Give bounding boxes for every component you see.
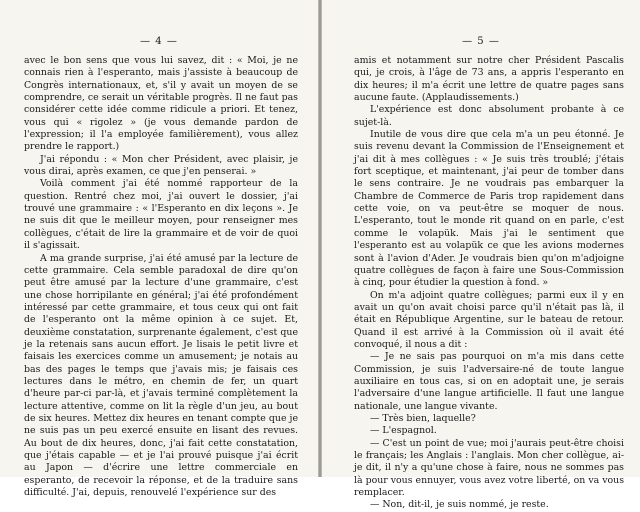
paragraph: J'ai répondu : « Mon cher Président, avec plaisir, je vous dirai, après examen, ce que j'en penserai. »: [24, 153, 298, 178]
paragraph: A ma grande surprise, j'ai été amusé par la lecture de cette grammaire. Cela semble paradoxal de dire qu'on peut être amusé par la lecture d'une grammaire, c'est une chose horripilante en général; j'ai été profondément intéressé par cette grammaire, et tous ceux qui ont fait de l'esperanto ont la même opinion à ce sujet. Et, deuxième constatation, surprenante également, c'est que je la retenais sans aucun effort. Je lisais le petit livre et faisais les exercices comme un amusement; je notais au bas des pages le temps que j'avais mis; je faisais ces lectures dans le métro, en chemin de fer, un quart d'heure par-ci par-là, et j'avais terminé complètement la lecture attentive, comme on lit la règle d'un jeu, au bout de six heures. Mettez dix heures en tenant compte que je ne suis pas un peu exercé ensuite en lisant des revues. Au bout de dix heures, donc, j'ai fait cette constatation, que j'étais capable — et je l'ai prouvé puisque j'ai écrit au Japon — d'écrire une lettre commerciale en esperanto, de recevoir la réponse, et de la traduire sans difficulté. J'ai, depuis, renouvelé l'expérience sur des: [24, 252, 298, 499]
paragraph: On m'a adjoint quatre collègues; parmi eux il y en avait un qu'on avait choisi parce qu'il n'était pas là, il était en République Argentine, sur le bateau de retour. Quand il est arrivé à la Commission où il avait été convoqué, il nous a dit :: [354, 289, 624, 350]
paragraph: — Non, dit-il, je suis nommé, je reste.: [370, 499, 549, 511]
paragraph: amis et notamment sur notre cher Président Pascalis qui, je crois, à l'âge de 73 ans, a appris l'esperanto en dix heures; il m'a écrit une lettre de quatre pages sans aucune faute. (Applaudissements.): [354, 55, 624, 104]
paragraph: — L'espagnol.: [370, 425, 437, 437]
paragraph: — C'est un point de vue; moi j'aurais peut-être choisi le français; les Anglais : l'anglais. Mon cher collègue, ai-je dit, il n'y a qu'une chose à faire, nous ne sommes pas là pour vous ennuyer, vous avez votre liberté, on va vous remplacer.: [354, 437, 624, 499]
paragraph: Inutile de vous dire que cela m'a un peu étonné. Je suis revenu devant la Commission de l'Enseignement et j'ai dit à mes collègues : « Je suis très troublé; j'étais fort sceptique, et maintenant, j'ai peur de tomber dans le sens contraire. Je ne voudrais pas embarquer la Chambre de Commerce de Paris trop rapidement dans cette voie, on va peut-être se moquer de nous. L'esperanto, tout le monde rit quand on en parle, c'est comme le volapük. Mais j'ai le sentiment que l'esperanto est au volapük ce que les avions modernes sont à l'avion d'Ader. Je voudrais bien qu'on m'adjoigne quatre collègues de façon à faire une Sous-Commission à cinq, pour étudier la question à fond. »: [354, 129, 624, 289]
right-page-text: [354, 55, 624, 512]
paragraph: — Très bien, laquelle?: [370, 412, 476, 424]
paragraph: L'expérience est donc absolument probante à ce sujet-là.: [354, 104, 624, 128]
paragraph: — Je ne sais pas pourquoi on m'a mis dans cette Commission, je suis l'adversaire-né de toute langue auxiliaire en tous cas, si on en adoptait une, je serais l'adversaire d'une langue artificielle. Il faut une langue nationale, une langue vivante.: [354, 351, 624, 412]
right-page: [322, 0, 640, 511]
paragraph: avec le bon sens que vous lui savez, dit : « Moi, je ne connais rien à l'esperanto, mais j'assiste à beaucoup de Congrès internationaux, et, s'il y avait un moyen de se comprendre, ce serait un véritable progrès. Il ne faut pas considérer cette idée comme ridicule a priori. Et tenez, vous qui « rigolez » (je vous demande pardon de l'expression; il l'a employée familièrement), vous allez prendre le rapport.): [24, 55, 298, 153]
left-page: [0, 0, 318, 499]
left-page-number: — 4 —: [140, 36, 178, 47]
right-page-number: — 5 —: [462, 36, 500, 47]
paragraph: Voilà comment j'ai été nommé rapporteur de la question. Rentré chez moi, j'ai ouvert le dossier, j'ai trouvé une grammaire : « l'Esperanto en dix leçons ». Je ne suis dit que le meilleur moyen, pour renseigner mes collègues, c'était de lire la grammaire et de voir de quoi il s'agissait.: [24, 178, 298, 252]
left-page-text: [24, 55, 298, 499]
